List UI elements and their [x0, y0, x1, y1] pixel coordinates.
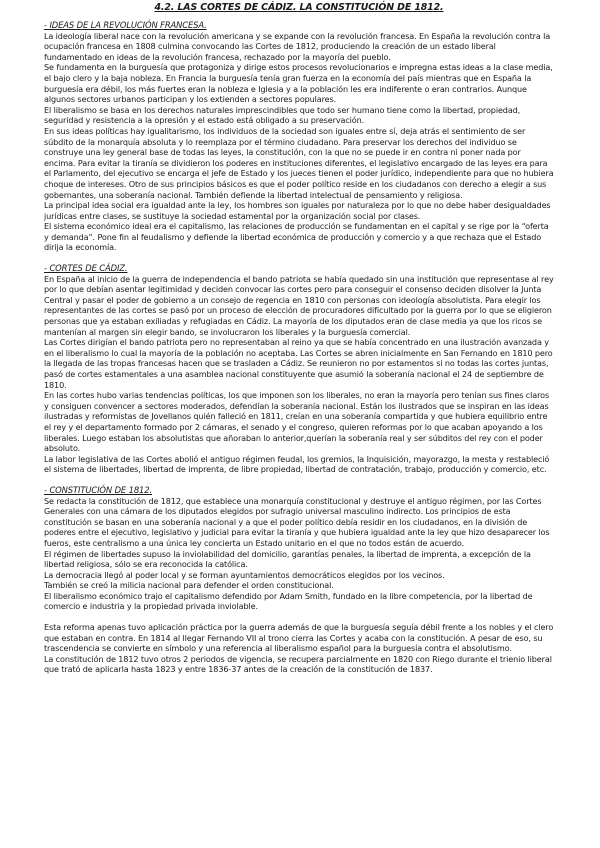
- paragraph: Las Cortes dirigían el bando patriota pero no representaban al reino ya que se había concentrado en una ilustración avanzada y en el liberalismo lo cual la mayoría de la población no aceptaba. Las Cortes se abren inicialmente en San Fernando en 1810 pero la llegada de las tropas francesas hacen que se trasladen a Cádiz. Se reunieron no por estamentos si no todas las cortes juntas, pasó de cortes estamentales a una asamblea nacional constituyente que asumió la soberanía nacional el 24 de septiembre de 1810.: [44, 337, 553, 390]
- section-cortes-de-cadiz: [44, 263, 554, 475]
- paragraph: El sistema económico ideal era el capitalismo, las relaciones de producción se fundamentan en el capital y se rige por la “oferta y demanda”. Pone fin al feudalismo y defiende la libertad económica de producción y comercio y a que rechaza que el Estado dirija la economía.: [44, 221, 549, 253]
- paragraph: En sus ideas políticas hay igualitarismo, los individuos de la sociedad son iguales entre sí, deja atrás el sentimiento de ser súbdito de la monarquía absoluta y lo reemplaza por el término ciudadano. Para preservar los derechos del individuo se construye una ley general base de todas las leyes, la constitución, con la que no se puede ir en contra ni poner nada por encima. Para evitar la tiranía se dividieron los poderes en instituciones diferentes, el legislativo encargado de las leyes era para el Parlamento, del ejecutivo se encarga el jefe de Estado y los jueces tienen el poder jurídico, independiente para que no hubiera choque de intereses. Otro de sus principios básicos es que el poder político reside en los ciudadanos con derecho a elegir a sus gobernantes, una soberanía nacional. También defiende la libertad intelectual de pensamiento y religiosa.: [44, 125, 554, 200]
- paragraph: La principal idea social era igualdad ante la ley, los hombres son iguales por naturaleza por lo que no debe haber desigualdades jurídicas entre clases, se sustituye la sociedad estamental por la organización social por clases.: [44, 200, 551, 221]
- paragraph: La democracia llegó al poder local y se forman ayuntamientos democráticos elegidos por los vecinos.: [44, 569, 445, 580]
- paragraph: Se fundamenta en la burguesía que protagoniza y dirige estos procesos revolucionarios e impregna estas ideas a la clase media, el bajo clero y la baja nobleza. En Francia la burguesía tenía gran fuerza en la economía del país mientras que en España la burguesía era débil, los más fuertes eran la nobleza e Iglesia y a la población les era indiferente o eran contrarios. Aunque algunos sectores urbanos participan y los extienden a sectores populares.: [44, 62, 553, 105]
- paragraph: El liberalismo se basa en los derechos naturales imprescindibles que todo ser humano tiene como la libertad, propiedad, seguridad y resistencia a la opresión y el estado está obligado a su preservación.: [44, 104, 521, 126]
- paragraph: El liberalismo económico trajo el capitalismo defendido por Adam Smith, fundado en la libre competencia, por la libertad de comercio e industria y la propiedad privada inviolable.: [44, 590, 533, 612]
- section-constitucion-1812: [44, 485, 554, 675]
- paragraph: La constitución de 1812 tuvo otros 2 periodos de vigencia, se recupera parcialmente en 1820 con Riego durante el trienio liberal que trató de aplicarla hasta 1823 y entre 1836-37 antes de la creación de la constitución de 1837.: [44, 653, 552, 675]
- paragraph: Esta reforma apenas tuvo aplicación práctica por la guerra además de que la burguesía seguía débil frente a los nobles y el clero que estaban en contra. En 1814 al llegar Fernando VII al trono cierra las Cortes y acaba con la constitución. A pesar de eso, su trascendencia se convierte en símbolo y una referencia al liberalismo español para la burguesía contra el absolutismo.: [44, 622, 554, 654]
- section-ideas-revolucion-francesa: [44, 20, 554, 253]
- document-title: 4.2. LAS CORTES DE CÁDIZ. LA CONSTITUCIÓN DE 1812.: [154, 2, 444, 13]
- paragraph: El régimen de libertades supuso la inviolabilidad del domicilio, garantías penales, la libertad de imprenta, a excepción de la libertad religiosa, sólo se era reconocida la católica.: [44, 548, 531, 570]
- section-heading: - IDEAS DE LA REVOLUCIÓN FRANCESA.: [44, 20, 207, 30]
- paragraph: También se creó la milicia nacional para defender el orden constitucional.: [44, 580, 334, 591]
- paragraph: La labor legislativa de las Cortes abolió el antiguo régimen feudal, los gremios, la Inquisición, mayorazgo, la mesta y restableció el sistema de libertades, libertad de imprenta, de libre propiedad, libertad de contratación, trabajo, producción y comercio, etc.: [44, 453, 550, 475]
- section-heading: - CORTES DE CÁDIZ.: [44, 263, 128, 274]
- paragraph: La ideología liberal nace con la revolución americana y se expande con la revolución francesa. En España la revolución contra la ocupación francesa en 1808 culmina convocando las Cortes de 1812, produciendo la creación de un estado liberal fundamentado en ideas de la revolución francesa, rechazado por la mayoría del pueblo.: [44, 30, 551, 62]
- paragraph: Se redacta la constitución de 1812, que establece una monarquía constitucional y destruye el antiguo régimen, por las Cortes Generales con una cámara de los diputados elegidos por sufragio universal masculino indirecto. Los principios de esta constitución se basan en una soberanía nacional y a que el poder político debía residir en los ciudadanos, en la división de poderes entre el ejecutivo, legislativo y judicial para evitar la tiranía y que hubiera igualdad ante la ley que hizo desaparecer los fueros, este centralismo a una única ley concierta un Estado unitario en el que no todos están de acuerdo.: [44, 495, 550, 548]
- paragraph: En España al inicio de la guerra de independencia el bando patriota se había quedado sin una institución que representase al rey por lo que debían asentar legitimidad y deciden convocar las cortes pero para conseguir el consenso deciden disolver la Junta Central y pasar el poder de gobierno a un consejo de regencia en 1810 con personas con ideología absolutista. Para elegir los representantes de las cortes se pasó por un proceso de elección de procuradores dificultado por la guerra por lo que se eligieron personas que ya estaban exiliadas y refugiadas en Cádiz. La mayoría de los diputados eran de clase media ya que los ricos se mantenían al margen sin elegir bando, se involucraron los liberales y la burguesía comercial.: [44, 273, 554, 337]
- paragraph: En las cortes hubo varias tendencias políticas, los que imponen son los liberales, no eran la mayoría pero tenían sus fines claros y consiguen convencer a sectores moderados, defendían la soberanía nacional. Están los ilustrados que se inspiran en las ideas ilustradas y reformistas de Jovellanos quién falleció en 1811, creían en una soberanía compartida y que hubiera equilibrio entre el rey y el departamento formado por 2 cámaras, el senado y el congreso, quieren reformas por lo que acaban apoyando a los liberales. Luego estaban los absolutistas que añoraban lo anterior,querían la soberanía real y ser súbditos del rey con el poder absoluto.: [44, 390, 550, 454]
- section-heading: - CONSTITUCIÓN DE 1812.: [44, 484, 152, 495]
